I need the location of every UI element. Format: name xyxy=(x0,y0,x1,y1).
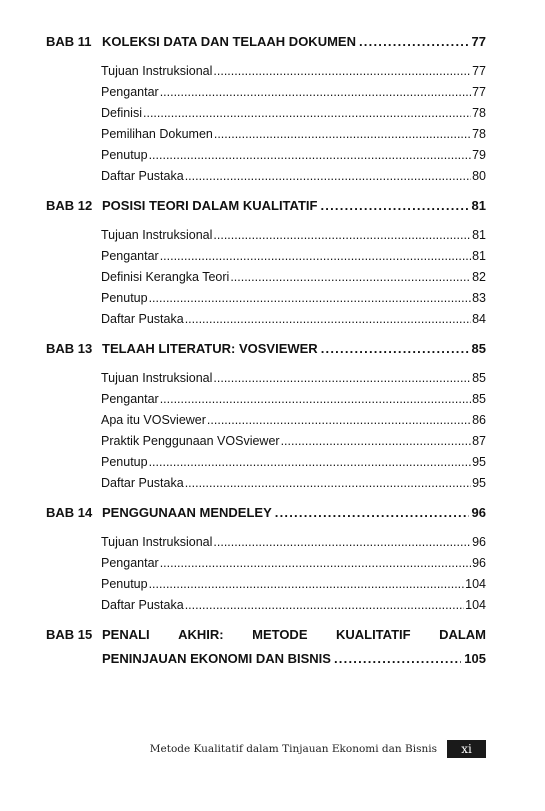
entry-page: 81 xyxy=(472,249,486,263)
entry-page: 84 xyxy=(472,312,486,326)
dot-leader xyxy=(281,434,472,448)
entry-label: Daftar Pustaka xyxy=(101,598,184,612)
dot-leader xyxy=(321,341,469,356)
entry-page: 83 xyxy=(472,291,486,305)
toc-entry xyxy=(101,270,486,284)
dot-leader xyxy=(207,413,471,427)
toc-entry xyxy=(101,169,486,183)
entry-page: 86 xyxy=(472,413,486,427)
toc-entry xyxy=(101,413,486,427)
toc-entry xyxy=(101,577,486,591)
dot-leader xyxy=(185,598,464,612)
title-word: DALAM xyxy=(439,627,486,642)
dot-leader xyxy=(334,651,461,666)
entry-page: 78 xyxy=(472,106,486,120)
dot-leader xyxy=(213,535,471,549)
chapter-title-line2: PENINJAUAN EKONOMI DAN BISNIS xyxy=(102,651,331,666)
toc-entry xyxy=(101,598,486,612)
dot-leader xyxy=(185,312,471,326)
toc-entry xyxy=(101,476,486,490)
entry-page: 78 xyxy=(472,127,486,141)
entry-page: 79 xyxy=(472,148,486,162)
entry-page: 77 xyxy=(472,64,486,78)
chapter-page: 77 xyxy=(471,34,486,49)
entry-label: Daftar Pustaka xyxy=(101,169,184,183)
toc-entry xyxy=(101,556,486,570)
entry-label: Definisi Kerangka Teori xyxy=(101,270,230,284)
title-word: AKHIR: xyxy=(178,627,224,642)
chapter-number: BAB 14 xyxy=(46,505,93,520)
dot-leader xyxy=(185,476,471,490)
dot-leader xyxy=(149,148,472,162)
entry-page: 87 xyxy=(472,434,486,448)
chapter-title: POSISI TEORI DALAM KUALITATIF xyxy=(102,198,318,213)
chapter-heading xyxy=(46,341,486,356)
toc-entry xyxy=(101,249,486,263)
toc-entry xyxy=(101,312,486,326)
entry-page: 104 xyxy=(465,577,486,591)
dot-leader xyxy=(214,127,471,141)
entry-page: 96 xyxy=(472,535,486,549)
page-footer xyxy=(0,740,545,760)
toc-entry xyxy=(101,85,486,99)
entry-label: Praktik Penggunaan VOSviewer xyxy=(101,434,280,448)
dot-leader xyxy=(359,34,469,49)
entry-label: Tujuan Instruksional xyxy=(101,64,213,78)
toc-entry xyxy=(101,127,486,141)
entry-label: Tujuan Instruksional xyxy=(101,228,213,242)
chapter-title: KOLEKSI DATA DAN TELAAH DOKUMEN xyxy=(102,34,356,49)
toc-entry xyxy=(101,392,486,406)
dot-leader xyxy=(149,455,472,469)
book-title: Metode Kualitatif dalam Tinjauan Ekonomi dan Bisnis xyxy=(149,743,437,755)
dot-leader xyxy=(160,249,471,263)
entry-page: 85 xyxy=(472,371,486,385)
entry-page: 95 xyxy=(472,476,486,490)
chapter-number: BAB 13 xyxy=(46,341,93,356)
dot-leader xyxy=(320,198,468,213)
chapter-heading xyxy=(46,198,486,213)
dot-leader xyxy=(160,392,471,406)
entry-label: Pengantar xyxy=(101,392,159,406)
dot-leader xyxy=(213,371,471,385)
entry-page: 96 xyxy=(472,556,486,570)
dot-leader xyxy=(185,169,471,183)
chapter-page: 105 xyxy=(464,651,486,666)
entry-page: 95 xyxy=(472,455,486,469)
entry-label: Pengantar xyxy=(101,85,159,99)
entry-label: Pengantar xyxy=(101,556,159,570)
toc-entry xyxy=(101,148,486,162)
entry-label: Pemilihan Dokumen xyxy=(101,127,213,141)
dot-leader xyxy=(149,291,472,305)
entry-label: Penutup xyxy=(101,455,148,469)
chapter-heading xyxy=(46,627,486,666)
toc-entry xyxy=(101,64,486,78)
entry-page: 85 xyxy=(472,392,486,406)
entry-label: Penutup xyxy=(101,577,148,591)
dot-leader xyxy=(213,228,471,242)
toc-entry xyxy=(101,434,486,448)
title-word: KUALITATIF xyxy=(335,627,411,642)
entry-label: Pengantar xyxy=(101,249,159,263)
chapter-heading xyxy=(46,505,486,520)
dot-leader xyxy=(149,577,465,591)
toc-entry xyxy=(101,228,486,242)
toc-entry xyxy=(101,291,486,305)
chapter-page: 85 xyxy=(471,341,486,356)
toc-entry xyxy=(101,455,486,469)
entry-label: Apa itu VOSviewer xyxy=(101,413,206,427)
dot-leader xyxy=(160,85,471,99)
entry-label: Daftar Pustaka xyxy=(101,312,184,326)
entry-label: Daftar Pustaka xyxy=(101,476,184,490)
dot-leader xyxy=(143,106,471,120)
entry-page: 104 xyxy=(465,598,486,612)
chapter-number: BAB 11 xyxy=(46,34,92,49)
entry-page: 81 xyxy=(472,228,486,242)
entry-label: Tujuan Instruksional xyxy=(101,371,213,385)
chapter-number: BAB 15 xyxy=(46,627,93,642)
entry-label: Penutup xyxy=(101,291,148,305)
entry-page: 82 xyxy=(472,270,486,284)
chapter-title: TELAAH LITERATUR: VOSVIEWER xyxy=(102,341,318,356)
toc-entry xyxy=(101,371,486,385)
chapter-title: PENGGUNAAN MENDELEY xyxy=(102,505,272,520)
title-word: PENALI xyxy=(102,627,150,642)
entry-page: 80 xyxy=(472,169,486,183)
entry-label: Tujuan Instruksional xyxy=(101,535,213,549)
chapter-page: 81 xyxy=(471,198,486,213)
entry-page: 77 xyxy=(472,85,486,99)
chapter-page: 96 xyxy=(471,505,486,520)
entry-label: Penutup xyxy=(101,148,148,162)
chapter-title-line1 xyxy=(102,627,486,642)
dot-leader xyxy=(275,505,469,520)
dot-leader xyxy=(160,556,471,570)
entry-label: Definisi xyxy=(101,106,142,120)
chapter-number: BAB 12 xyxy=(46,198,93,213)
toc-entry xyxy=(101,535,486,549)
dot-leader xyxy=(230,270,471,284)
chapter-heading xyxy=(46,34,486,49)
title-word: METODE xyxy=(252,627,308,642)
page-number-badge: xi xyxy=(447,740,486,758)
toc-entry xyxy=(101,106,486,120)
dot-leader xyxy=(213,64,471,78)
